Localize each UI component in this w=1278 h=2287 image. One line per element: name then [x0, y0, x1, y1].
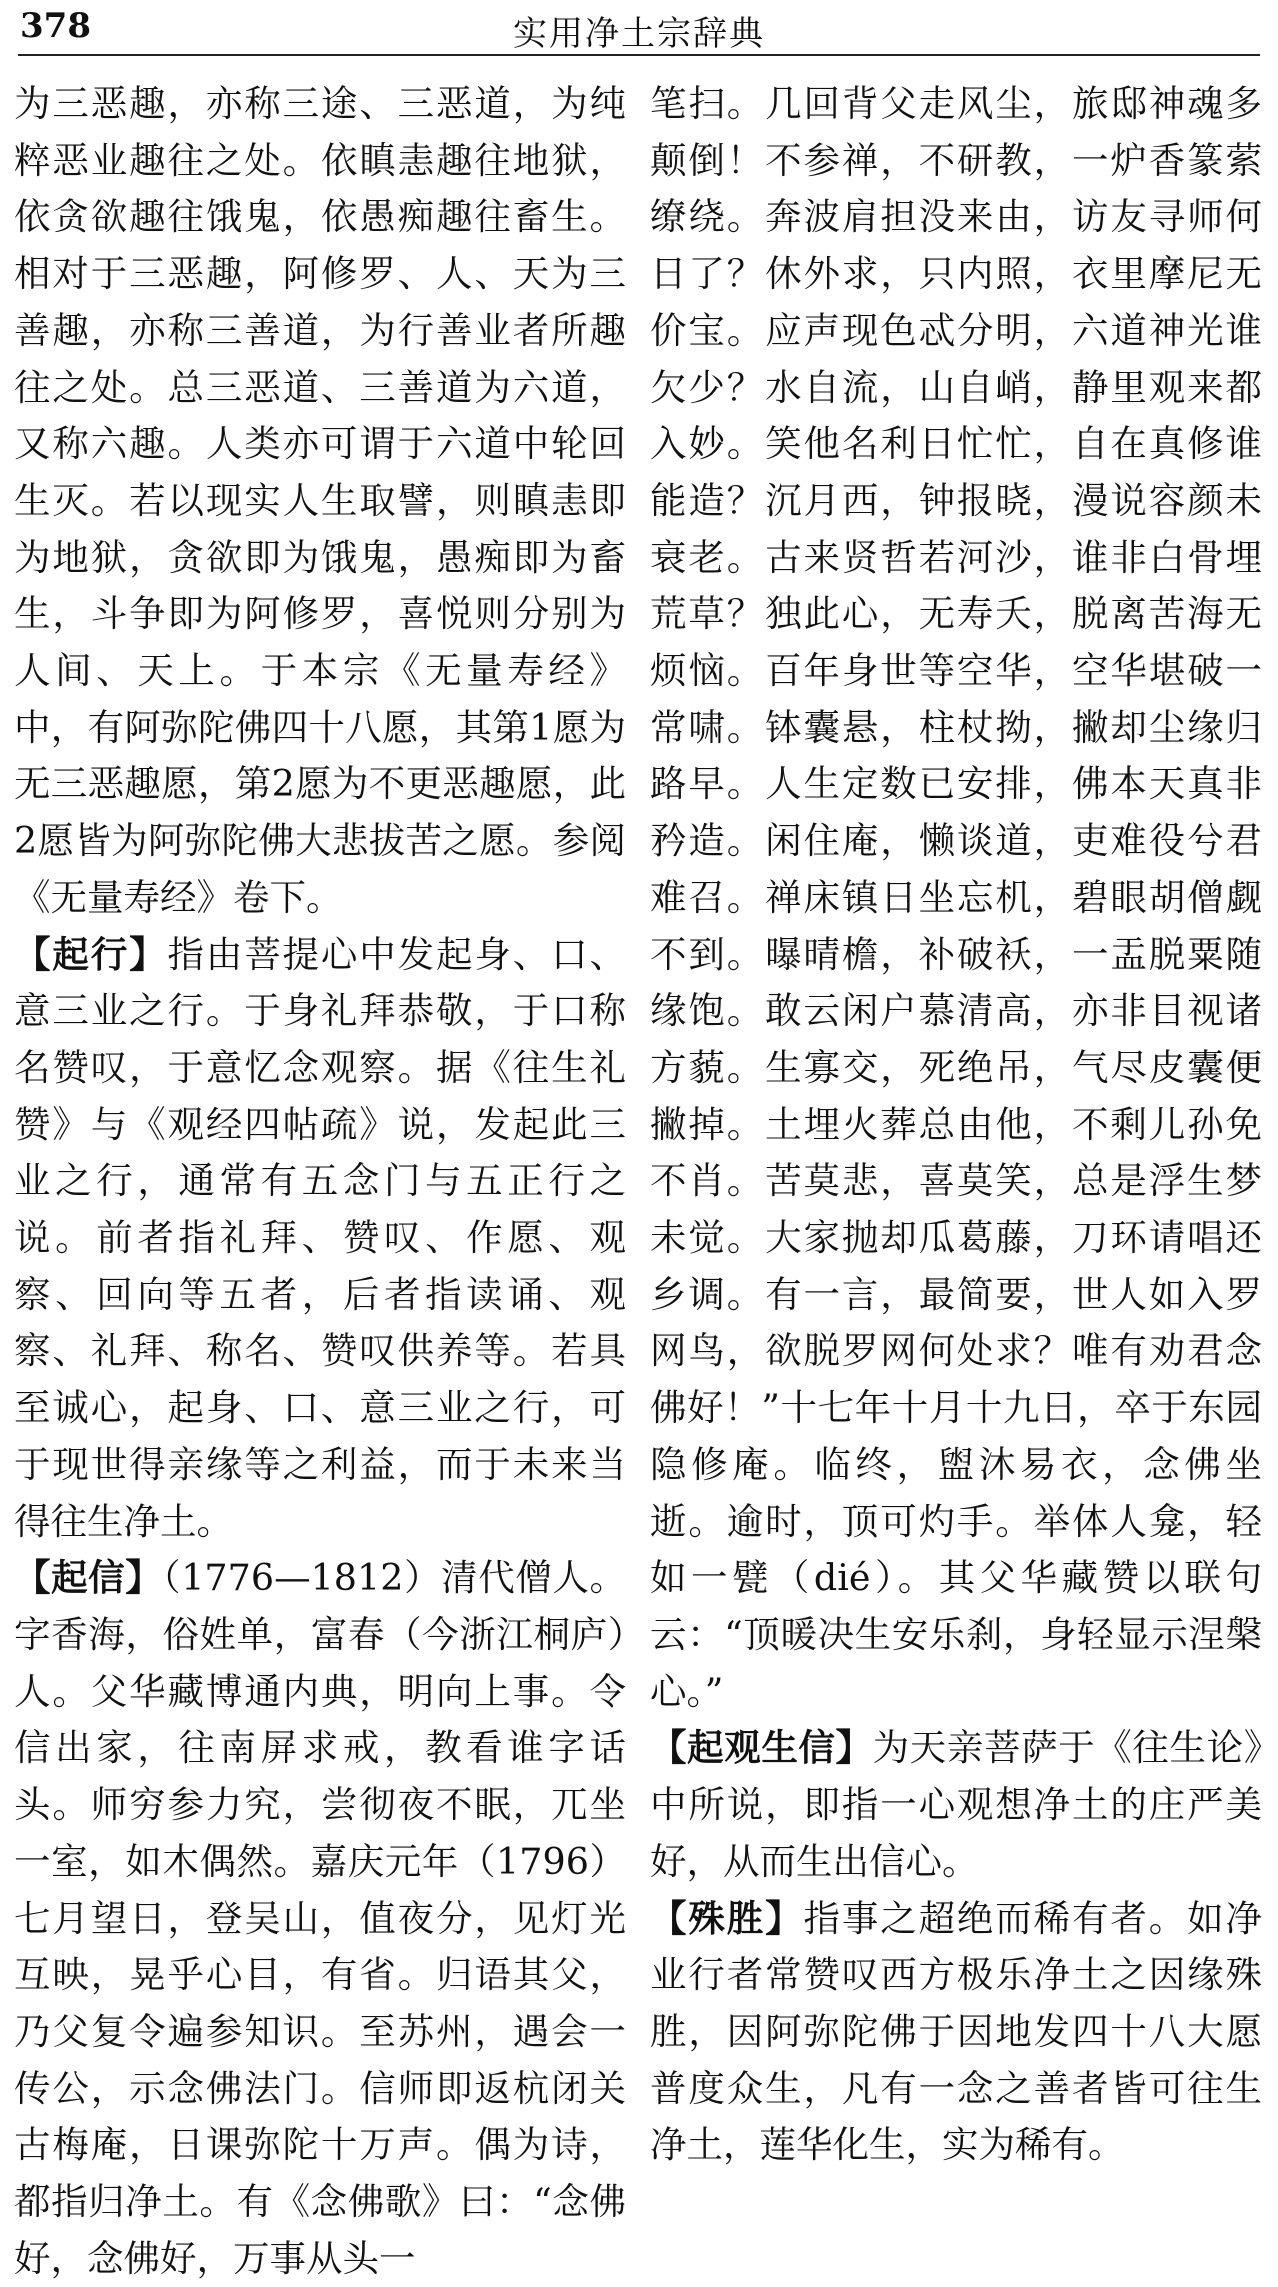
entry-body: 为天亲菩萨于《往生论》中所说，即指一心观想净土的庄严美好，从而生出信心。 — [650, 1726, 1262, 1883]
entry-term: 【殊胜】 — [650, 1896, 804, 1940]
entry-qixing — [14, 927, 626, 1551]
page-number: 378 — [20, 6, 91, 46]
entry-qiguanshengxin — [650, 1720, 1262, 1890]
page-header — [0, 0, 1278, 62]
entry-continuation: 为三恶趣，亦称三途、三恶道，为纯粹恶业趣往之处。依瞋恚趣往地狱，依贪欲趣往饿鬼，依愚痴趣往畜生。相对于三恶趣，阿修罗、人、天为三善趣，亦称三善道，为行善业者所趣往之处。总三恶道、三善道为六道，又称六趣。人类亦可谓于六道中轮回生灭。若以现实人生取譬，则瞋恚即为地狱，贪欲即为饿鬼，愚痴即为畜生，斗争即为阿修罗，喜悦则分别为人间、天上。于本宗《无量寿经》中，有阿弥陀佛四十八愿，其第1愿为无三恶趣愿，第2愿为不更恶趣愿，此2愿皆为阿弥陀佛大悲拔苦之愿。参阅《无量寿经》卷下。 — [14, 82, 626, 919]
left-column — [14, 76, 626, 2287]
right-column — [650, 76, 1262, 2174]
entry-term: 【起行】 — [14, 932, 168, 976]
header-rule — [18, 54, 1260, 56]
entry-body: 指事之超绝而稀有者。如净业行者常赞叹西方极乐净土之因缘殊胜，因阿弥陀佛于因地发四十八大愿普度众生，凡有一念之善者皆可往生净土，莲华化生，实为稀有。 — [650, 1896, 1263, 2167]
running-title: 实用净土宗辞典 — [513, 14, 765, 54]
entry-shusheng — [650, 1891, 1262, 2175]
entry-qixin-continued: 笔扫。几回背父走风尘，旅邸神魂多颠倒！不参禅，不研教，一炉香篆萦缭绕。奔波肩担没来由，访友寻师何日了？休外求，只内照，衣里摩尼无价宝。应声现色忒分明，六道神光谁欠少？水自流，山自峭，静里观来都入妙。笑他名利日忙忙，自在真修谁能造？沉月西，钟报晓，漫说容颜未衰老。古来贤哲若河沙，谁非白骨埋荒草？独此心，无寿夭，脱离苦海无烦恼。百年身世等空华，空华堪破一常啸。钵囊悬，柱杖拗，撇却尘缘归路早。人生定数已安排，佛本天真非矜造。闲住庵，懒谈道，吏难役兮君难召。禅床镇日坐忘机，碧眼胡僧觑不到。曝晴檐，补破袄，一盂脱粟随缘饱。敢云闲户慕清高，亦非目视诸方藐。生寡交，死绝吊，气尽皮囊便撇掉。土埋火葬总由他，不剩儿孙免不肖。苦莫悲，喜莫笑，总是浮生梦未觉。大家抛却瓜葛藤，刀环请唱还乡调。有一言，最简要，世人如入罗网鸟，欲脱罗网何处求？唯有劝君念佛好！”十七年十月十九日，卒于东园隐修庵。临终，盥沐易衣，念佛坐逝。逾时，顶可灼手。举体人龛，轻如一甓（dié）。其父华藏赞以联句云：“顶暖决生安乐刹，身轻显示涅槃心。” — [650, 82, 1262, 1713]
entry-body: 指由菩提心中发起身、口、意三业之行。于身礼拜恭敬，于口称名赞叹，于意忆念观察。据《往生礼赞》与《观经四帖疏》说，发起此三业之行，通常有五念门与五正行之说。前者指礼拜、赞叹、作愿、观察、回向等五者，后者指读诵、观察、礼拜、称名、赞叹供养等。若具至诚心，起身、口、意三业之行，可于现世得亲缘等之利益，而于未来当得往生净土。 — [14, 932, 627, 1543]
entry-term: 【起观生信】 — [650, 1726, 873, 1770]
entry-qixin — [14, 1550, 626, 2287]
entry-body: （1776—1812）清代僧人。字香海，俗姓单，富春（今浙江桐庐）人。父华藏博通内典，明向上事。令信出家，往南屏求戒，教看谁字话头。师穷参力究，尝彻夜不眠，兀坐一室，如木偶然。嘉庆元年（1796）七月望日，登吴山，值夜分，见灯光互映，晃乎心目，有省。归语其父，乃父复令遍参知识。至苏州，遇会一传公，示念佛法门。信师即返杭闭关古梅庵，日课弥陀十万声。偶为诗，都指归净土。有《念佛歌》曰：“念佛好，念佛好，万事从头一 — [14, 1556, 627, 2280]
entry-term: 【起信】 — [14, 1556, 163, 1600]
